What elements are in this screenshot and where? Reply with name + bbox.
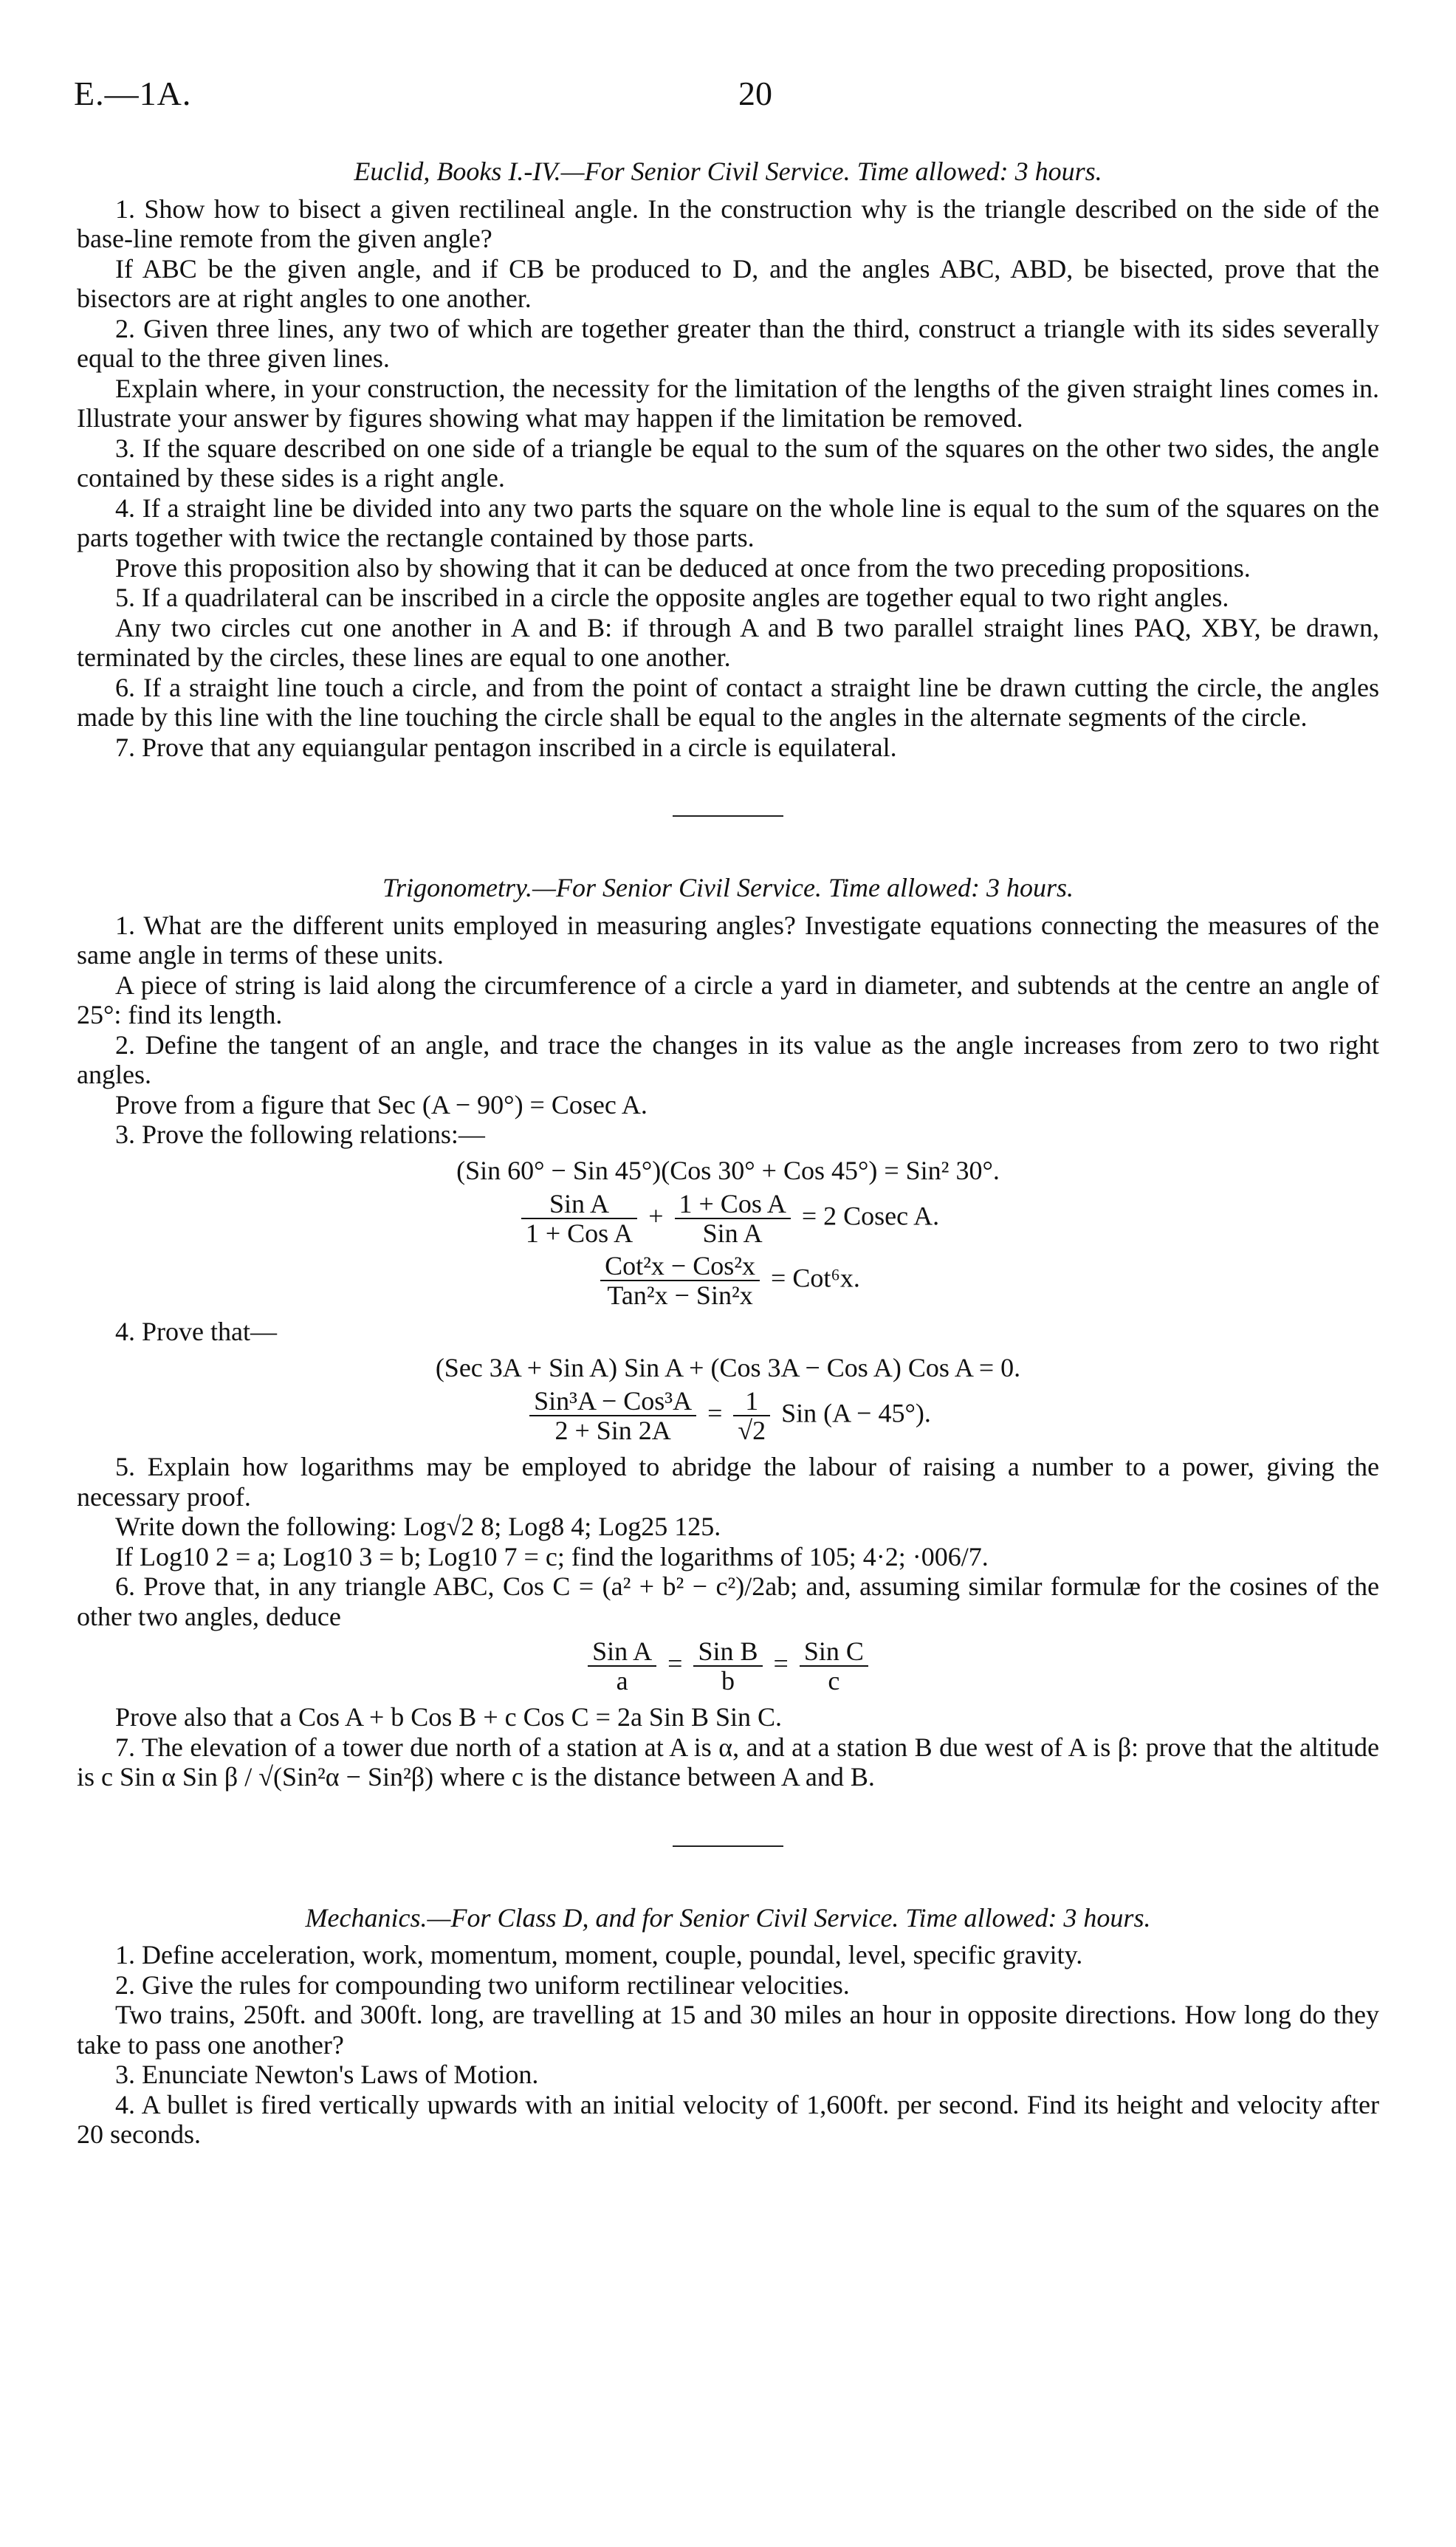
page-content [77, 157, 1379, 2150]
trig-paragraph: 6. Prove that, in any triangle ABC, Cos C = (a² + b² − c²)/2ab; and, assuming similar formulæ for the cosines of the other two angles, deduce [77, 1571, 1379, 1631]
denominator: √2 [738, 1416, 766, 1445]
equation-6 [77, 1637, 1379, 1695]
euclid-paragraph: 7. Prove that any equiangular pentagon inscribed in a circle is equilateral. [115, 732, 897, 762]
equation-5 [77, 1387, 1379, 1444]
equation-rhs: = Cot⁶x. [771, 1263, 860, 1293]
section-divider [673, 815, 783, 817]
equals-sign: = [707, 1398, 723, 1428]
euclid-paragraph: Explain where, in your construction, the necessity for the limitation of the lengths of the given straight lines comes in. Illustrate your answer by figures showing what may happen if the limitation be removed. [77, 373, 1379, 433]
mech-paragraph: 3. Enunciate Newton's Laws of Motion. [115, 2060, 539, 2089]
equals-sign: = [773, 1648, 789, 1679]
denominator: b [721, 1666, 735, 1696]
numerator: Cot²x − Cos²x [600, 1252, 760, 1281]
euclid-paragraph: 3. If the square described on one side of a triangle be equal to the sum of the squares on the other two sides, the angle contained by these sides is a right angle. [77, 433, 1379, 493]
fraction [693, 1637, 762, 1695]
relations-equations [77, 1156, 1379, 1310]
page-header [74, 74, 1382, 140]
equation-2 [77, 1190, 1379, 1247]
trig-paragraph: Write down the following: Log√2 8; Log8 4; Log25 125. [115, 1512, 721, 1541]
mech-paragraph: 2. Give the rules for compounding two uniform rectilinear velocities. [115, 1970, 850, 2000]
euclid-paragraph: 1. Show how to bisect a given rectilineal angle. In the construction why is the triangle described on the side of the base-line remote from the given angle? [77, 193, 1379, 253]
euclid-section [77, 157, 1379, 762]
denominator: Sin A [702, 1218, 763, 1248]
euclid-paragraph: Prove this proposition also by showing that it can be deduced at once from the two preceding propositions. [115, 552, 1251, 583]
equation-rhs: Sin (A − 45°). [781, 1398, 931, 1428]
trig-paragraph: 5. Explain how logarithms may be employed to abridge the labour of raising a number to a power, giving the necessary proof. [77, 1452, 1379, 1512]
euclid-paragraph: 5. If a quadrilateral can be inscribed in a circle the opposite angles are together equal to two right angles. [115, 583, 1229, 612]
mechanics-section [77, 1903, 1379, 2150]
prove-equations [77, 1353, 1379, 1445]
trigonometry-title: Trigonometry.—For Senior Civil Service. Time allowed: 3 hours. [382, 873, 1074, 902]
euclid-questions [77, 194, 1379, 763]
page-number: 20 [738, 75, 772, 112]
trig-paragraph: Prove from a figure that Sec (A − 90°) = Cosec A. [115, 1089, 648, 1120]
mech-paragraph: Two trains, 250ft. and 300ft. long, are travelling at 15 and 30 miles an hour in opposite directions. How long do they take to pass one another? [77, 2000, 1379, 2060]
fraction [733, 1387, 770, 1444]
euclid-paragraph: 6. If a straight line touch a circle, and from the point of contact a straight line be drawn cutting the circle, the angles made by this line with the line touching the circle shall be equal to the angles in the alternate segments of the circle. [77, 672, 1379, 732]
trig-paragraph: 4. Prove that— [115, 1317, 277, 1346]
fraction [529, 1387, 696, 1444]
equation-3 [77, 1252, 1379, 1309]
equation-4: (Sec 3A + Sin A) Sin A + (Cos 3A − Cos A) Cos A = 0. [435, 1352, 1021, 1382]
denominator: Tan²x − Sin²x [607, 1281, 753, 1310]
numerator: 1 + Cos A [675, 1190, 791, 1219]
document-code: E.—1A. [74, 75, 192, 112]
denominator: 2 + Sin 2A [554, 1416, 671, 1445]
denominator: 1 + Cos A [525, 1218, 633, 1248]
trig-paragraph: Prove also that a Cos A + b Cos B + c Cos C = 2a Sin B Sin C. [115, 1702, 782, 1732]
numerator: 1 [733, 1387, 770, 1416]
trig-paragraph: 7. The elevation of a tower due north of a station at A is α, and at a station B due west of A is β: prove that the altitude is c Sin α Sin β / √(Sin²α − Sin²β) where c is the distance between A and B. [77, 1732, 1379, 1792]
numerator: Sin A [521, 1190, 637, 1219]
section-divider [673, 1845, 783, 1847]
equals-sign: = [667, 1648, 683, 1679]
trigonometry-section [77, 873, 1379, 1792]
fraction [800, 1637, 868, 1695]
fraction [675, 1190, 791, 1247]
euclid-paragraph: Any two circles cut one another in A and B: if through A and B two parallel straight lines PAQ, XBY, be drawn, terminated by the circles, these lines are equal to one another. [77, 612, 1379, 672]
euclid-paragraph: 2. Given three lines, any two of which are together greater than the third, construct a triangle with its sides severally equal to the three given lines. [77, 313, 1379, 373]
operator: + [648, 1201, 664, 1231]
euclid-paragraph: 4. If a straight line be divided into any two parts the square on the whole line is equal to the sum of the squares on the parts together with twice the rectangle contained by those parts. [77, 493, 1379, 552]
denominator: c [828, 1666, 840, 1696]
sine-rule-equation [77, 1637, 1379, 1695]
mech-paragraph: 4. A bullet is fired vertically upwards with an initial velocity of 1,600ft. per second. Find its height and velocity after 20 seconds. [77, 2089, 1379, 2149]
numerator: Sin C [800, 1637, 868, 1667]
equation-1: (Sin 60° − Sin 45°)(Cos 30° + Cos 45°) = Sin² 30°. [456, 1155, 1000, 1185]
mech-paragraph: 1. Define acceleration, work, momentum, moment, couple, poundal, level, specific gravity. [115, 1940, 1083, 1970]
trig-paragraph: If Log10 2 = a; Log10 3 = b; Log10 7 = c; find the logarithms of 105; 4·2; ·006/7. [115, 1541, 989, 1571]
numerator: Sin A [588, 1637, 656, 1667]
fraction [588, 1637, 656, 1695]
trig-paragraph: 1. What are the different units employed in measuring angles? Investigate equations connecting the measures of the same angle in terms of these units. [77, 910, 1379, 970]
equation-rhs: = 2 Cosec A. [801, 1201, 940, 1231]
trig-paragraph: 2. Define the tangent of an angle, and trace the changes in its value as the angle increases from zero to two right angles. [77, 1029, 1379, 1089]
mechanics-title: Mechanics.—For Class D, and for Senior Civil Service. Time allowed: 3 hours. [305, 1902, 1151, 1933]
numerator: Sin B [693, 1637, 762, 1667]
fraction [521, 1190, 637, 1247]
euclid-title: Euclid, Books I.-IV.—For Senior Civil Service. Time allowed: 3 hours. [354, 157, 1102, 186]
euclid-paragraph: If ABC be the given angle, and if CB be produced to D, and the angles ABC, ABD, be bisected, prove that the bisectors are at right angles to one another. [77, 253, 1379, 313]
numerator: Sin³A − Cos³A [529, 1387, 696, 1416]
trig-paragraph: A piece of string is laid along the circumference of a circle a yard in diameter, and subtends at the centre an angle of 25°: find its length. [77, 970, 1379, 1029]
trig-paragraph: 3. Prove the following relations:— [115, 1120, 485, 1149]
fraction [600, 1252, 760, 1309]
denominator: a [616, 1666, 628, 1696]
